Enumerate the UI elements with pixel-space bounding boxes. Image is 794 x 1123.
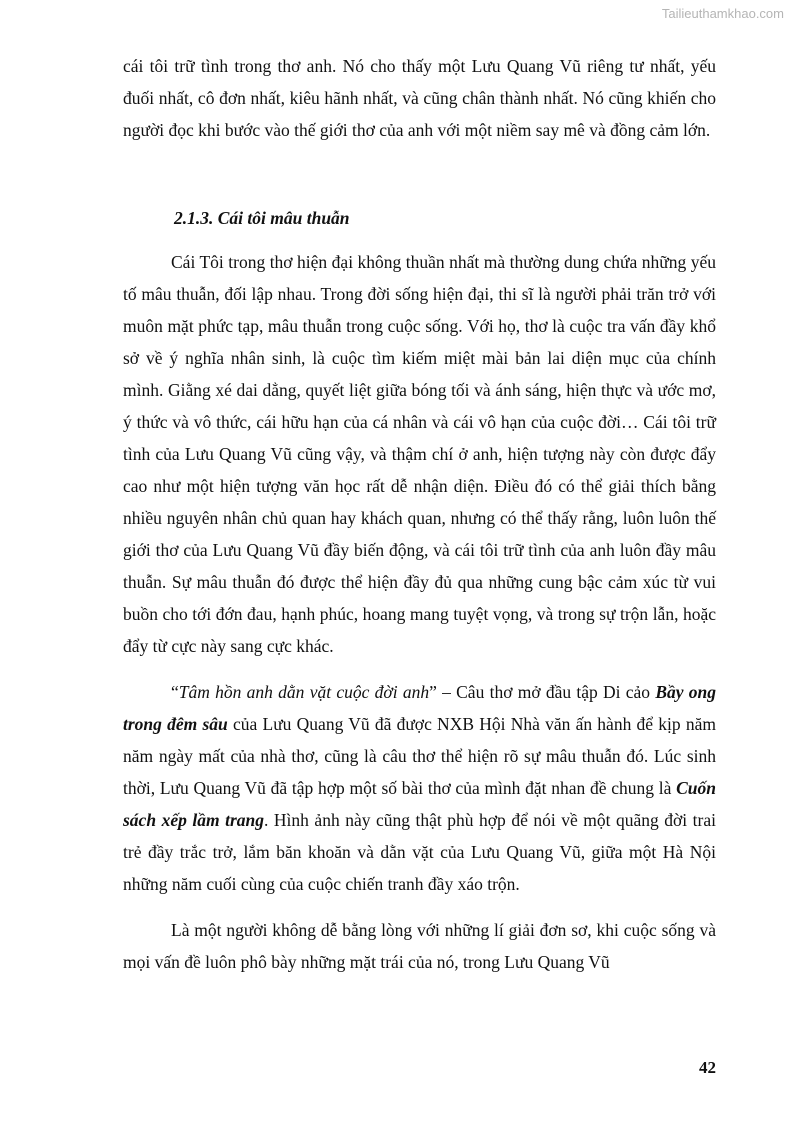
page-number: 42 [699,1058,716,1077]
paragraph-closing: Là một người không dễ bằng lòng với những lí giải đơn sơ, khi cuộc sống và mọi vấn đề luôn phô bày những mặt trái của nó, trong Lưu Quang Vũ [123,920,716,972]
document-body [123,50,716,978]
quote-open-mark: “ [171,682,179,702]
paragraph-quote [123,676,716,900]
section-heading: 2.1.3. Cái tôi mâu thuẫn [174,208,350,228]
book-title-bay-ong: Bầy ong trong đêm sâu [123,682,716,734]
watermark-text: Tailieuthamkhao.com [661,6,784,21]
paragraph-quote-part-2: của Lưu Quang Vũ đã được NXB Hội Nhà văn ấn hành để kịp năm năm ngày mất của nhà thơ, cũng là câu thơ thể hiện rõ sự mâu thuẫn đó. Lúc sinh thời, Lưu Quang Vũ đã tập hợp một số bài thơ của mình đặt nhan đề chung là [123,714,717,798]
poem-quote: Tâm hồn anh dằn vặt cuộc đời anh [178,682,430,702]
paragraph-intro: cái tôi trữ tình trong thơ anh. Nó cho thấy một Lưu Quang Vũ riêng tư nhất, yếu đuối nhất, cô đơn nhất, kiêu hãnh nhất, và cũng chân thành nhất. Nó cũng khiến cho người đọc khi bước vào thế giới thơ của anh với một niềm say mê và đồng cảm lớn. [123,56,716,140]
paragraph-quote-part-1: ” – Câu thơ mở đầu tập Di cảo [429,682,656,702]
book-title-cuon-sach: Cuốn sách xếp lầm trang [123,778,716,830]
paragraph-contradiction: Cái Tôi trong thơ hiện đại không thuần nhất mà thường dung chứa những yếu tố mâu thuẫn, đối lập nhau. Trong đời sống hiện đại, thi sĩ là người phải trăn trở với muôn mặt phức tạp, mâu thuẫn trong cuộc sống. Với họ, thơ là cuộc tra vấn đầy khổ sở về ý nghĩa nhân sinh, là cuộc tìm kiếm miệt mài bản lai diện mục của chính mình. Giằng xé dai dẳng, quyết liệt giữa bóng tối và ánh sáng, hiện thực và ước mơ, ý thức và vô thức, cái hữu hạn của cá nhân và cái vô hạn của cuộc đời… Cái tôi trữ tình của Lưu Quang Vũ cũng vậy, và thậm chí ở anh, hiện tượng này còn được đẩy cao như một hiện tượng văn học rất dễ nhận diện. Điều đó có thể giải thích bằng nhiều nguyên nhân chủ quan hay khách quan, nhưng có thể thấy rằng, luôn luôn thế giới thơ của Lưu Quang Vũ đầy biến động, và cái tôi trữ tình của anh luôn đầy mâu thuẫn. Sự mâu thuẫn đó được thể hiện đầy đủ qua những cung bậc cảm xúc từ vui buồn cho tới đớn đau, hạnh phúc, hoang mang tuyệt vọng, và trong sự trộn lẫn, hoặc đẩy từ cực này sang cực khác. [123,252,716,656]
paragraph-quote-part-3: . Hình ảnh này cũng thật phù hợp để nói về một quãng đời trai trẻ đầy trắc trở, lắm băn khoăn và dằn vặt của Lưu Quang Vũ, giữa một Hà Nội những năm cuối cùng của cuộc chiến tranh đầy xáo trộn. [123,810,716,894]
